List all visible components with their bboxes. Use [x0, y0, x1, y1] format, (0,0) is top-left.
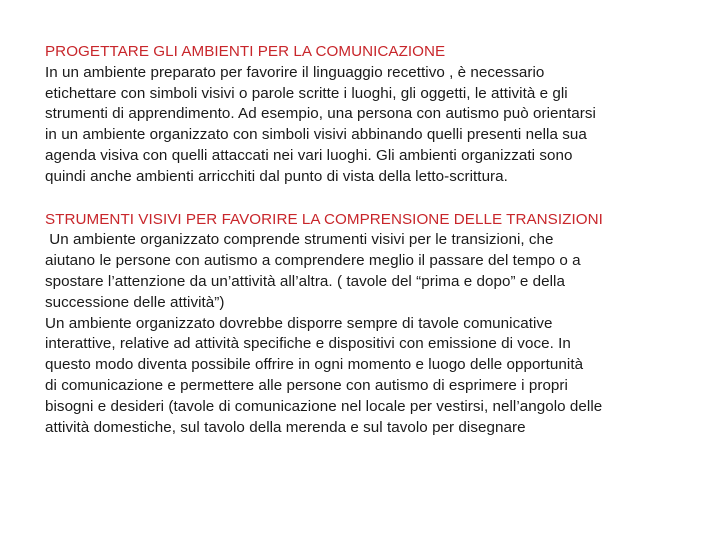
paragraph-line: in un ambiente organizzato con simboli visivi abbinando quelli presenti nella sua — [45, 126, 587, 144]
paragraph-line: quindi anche ambienti arricchiti dal punto di vista della letto-scrittura. — [45, 167, 508, 185]
paragraph-line: Un ambiente organizzato comprende strumenti visivi per le transizioni, che — [45, 231, 554, 249]
paragraph-line: aiutano le persone con autismo a comprendere meglio il passare del tempo o a — [45, 252, 581, 270]
paragraph-line: spostare l’attenzione da un’attività all’altra. ( tavole del “prima e dopo” e della — [45, 272, 565, 290]
section-gap — [45, 188, 713, 210]
paragraph-line: In un ambiente preparato per favorire il linguaggio recettivo , è necessario — [45, 63, 545, 81]
paragraph-line: bisogni e desideri (tavole di comunicazione nel locale per vestirsi, nell’angolo delle — [45, 397, 603, 415]
paragraph-line: agenda visiva con quelli attaccati nei vari luoghi. Gli ambienti organizzati sono — [45, 146, 573, 164]
paragraph-line: di comunicazione e permettere alle persone con autismo di esprimere i propri — [45, 376, 568, 394]
section-heading: STRUMENTI VISIVI PER FAVORIRE LA COMPRENSIONE DELLE TRANSIZIONI — [45, 210, 603, 228]
paragraph-line: questo modo diventa possibile offrire in ogni momento e luogo delle opportunità — [45, 356, 584, 374]
paragraph-line: attività domestiche, sul tavolo della merenda e sul tavolo per disegnare — [45, 418, 526, 436]
section-environment — [45, 42, 713, 188]
paragraph-line: Un ambiente organizzato dovrebbe disporre sempre di tavole comunicative — [45, 314, 553, 332]
section-transitions — [45, 210, 713, 439]
paragraph-line: successione delle attività”) — [45, 293, 225, 311]
paragraph-line: interattive, relative ad attività specifiche e dispositivi con emissione di voce. In — [45, 335, 571, 353]
slide-text-body — [45, 42, 713, 438]
paragraph-line: etichettare con simboli visivi o parole scritte i luoghi, gli oggetti, le attività e gli — [45, 84, 568, 102]
paragraph-line: strumenti di apprendimento. Ad esempio, una persona con autismo può orientarsi — [45, 105, 596, 123]
section-heading: PROGETTARE GLI AMBIENTI PER LA COMUNICAZIONE — [45, 43, 446, 60]
